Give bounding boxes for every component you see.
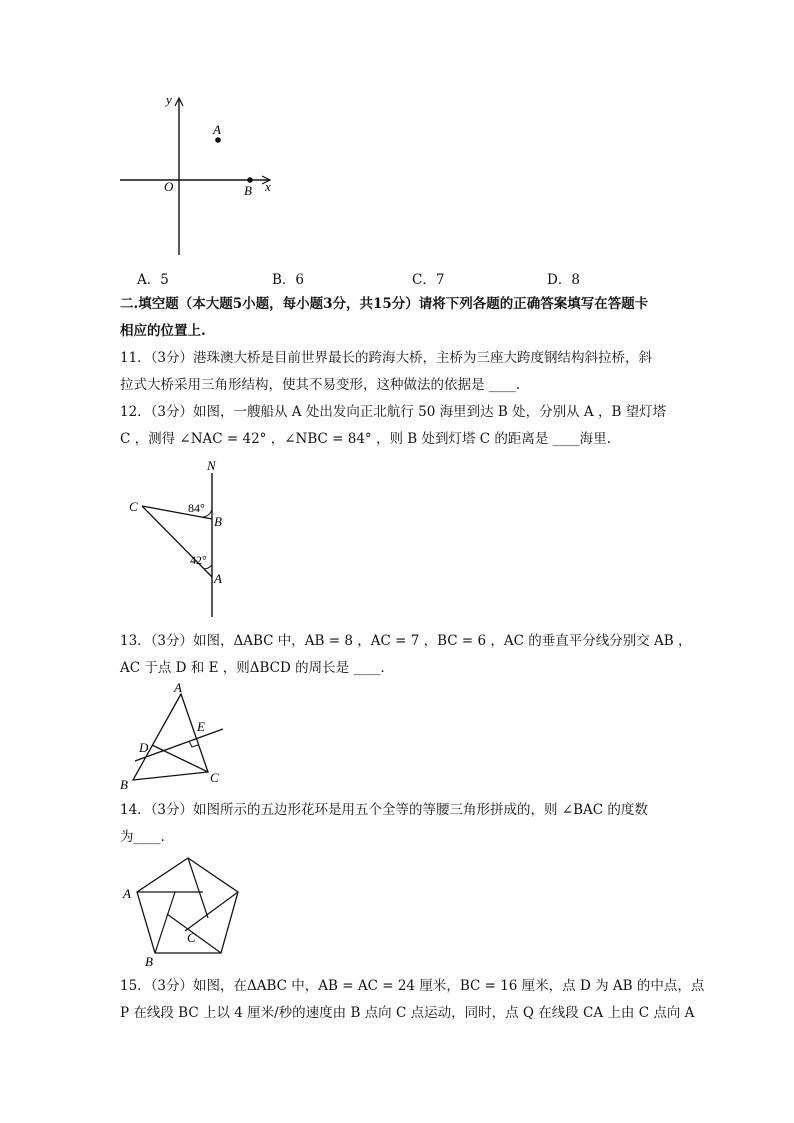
fig12-angle-b: 84° [188,501,205,515]
point-a-label: A [213,122,221,137]
question-13-line2: AC 于点 D 和 E ，则ΔBCD 的周长是 ____. [120,660,385,676]
fig12-angle-a: 42° [190,553,207,567]
choice-a: A．5 [137,272,169,288]
x-axis-label: x [265,179,271,194]
question-14-line2: 为____. [120,829,165,845]
question-12-line1: 12．（3分）如图，一艘船从 A 处出发向正北航行 50 海里到达 B 处，分别从 A ，B 望灯塔 [120,404,667,420]
fig12-a-label: A [214,571,222,586]
figure-13 [115,682,235,792]
y-axis-label: y [166,92,172,107]
section-heading: 二.填空题（本大题5小题，每小题3分，共15分）请将下列各题的正确答案填写在答题卡 [120,296,649,312]
fig13-e-label: E [197,719,205,734]
fig12-n-label: N [207,458,216,473]
question-11-line1: 11．（3分）港珠澳大桥是目前世界最长的跨海大桥，主桥为三座大跨度钢结构斜拉桥，斜 [120,350,653,366]
fig13-d-label: D [139,740,149,755]
fig13-c-label: C [210,770,219,785]
fig12-b-label: B [214,514,222,529]
choice-b: B．6 [272,272,305,288]
section-heading-cont: 相应的位置上. [120,323,206,339]
point-b-label: B [244,183,252,198]
question-14-line1: 14．（3分）如图所示的五边形花环是用五个全等的等腰三角形拼成的，则 ∠BAC 的度数 [120,802,648,818]
question-13-line1: 13．（3分）如图，ΔABC 中，AB = 8 ，AC = 7 ，BC = 6 ，AC 的垂直平分线分别交 AB ， [120,633,692,649]
fig14-b-label: B [145,954,153,969]
fig13-a-label: A [174,682,182,695]
origin-label: O [164,179,174,194]
figure-12 [120,455,240,620]
question-15-line2: P 在线段 BC 上以 4 厘米/秒的速度由 B 点向 C 点运动，同时，点 Q 在线段 CA 上由 C 点向 A [120,1005,695,1021]
coordinate-figure [110,90,290,260]
choice-d: D．8 [547,272,580,288]
fig14-c-label: C [187,930,196,945]
question-11-line2: 拉式大桥采用三角形结构，使其不易变形，这种做法的依据是 ____. [120,377,521,393]
fig14-a-label: A [123,886,131,901]
choice-c: C．7 [412,272,445,288]
fig12-c-label: C [129,499,138,514]
figure-14 [115,852,255,970]
question-12-line2: C ，测得 ∠NAC = 42° ，∠NBC = 84° ，则 B 处到灯塔 C 的距离是 ____海里. [120,431,611,447]
fig13-b-label: B [120,777,128,792]
question-15-line1: 15．（3分）如图，在ΔABC 中，AB = AC = 24 厘米，BC = 16 厘米，点 D 为 AB 的中点，点 [120,978,705,994]
